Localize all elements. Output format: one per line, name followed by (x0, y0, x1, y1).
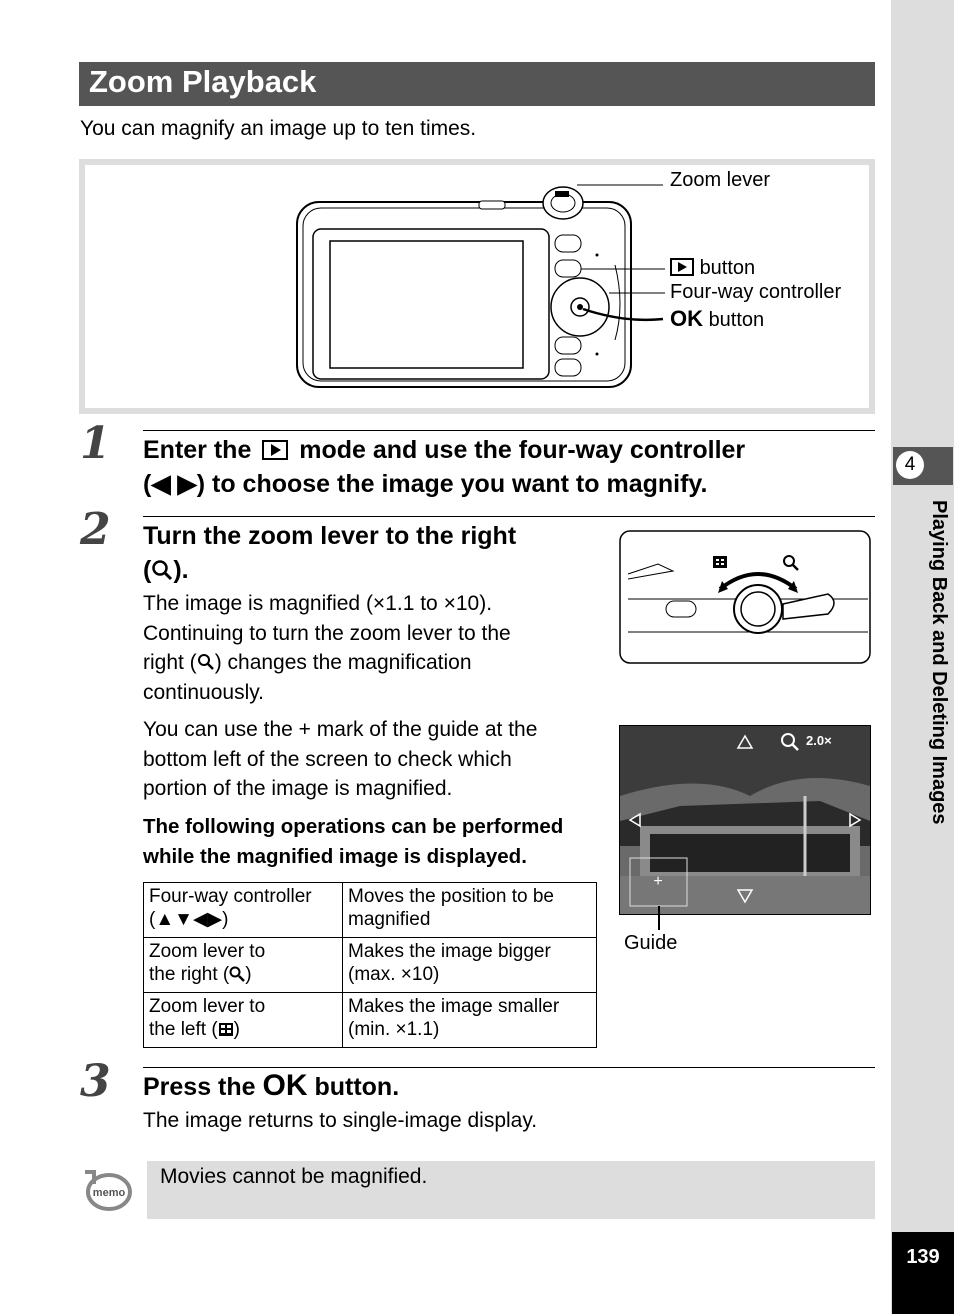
thumbnail-icon (713, 556, 727, 568)
step3-heading: Press the OK button. (143, 1069, 400, 1102)
step-number-3: 3 (80, 1056, 111, 1107)
magnify-icon (197, 653, 215, 671)
playback-icon (670, 258, 694, 276)
intro-text: You can magnify an image up to ten times. (80, 117, 477, 140)
svg-text:+: + (653, 873, 663, 890)
step2-rule (143, 516, 875, 517)
step2-paragraph-2: You can use the + mark of the guide at the bottom left of the screen to check which portion of the image is magnified. (143, 718, 538, 800)
guide-label: Guide (624, 932, 678, 954)
four-way-callout: Four-way controller (670, 281, 842, 303)
section-title-bar (79, 62, 875, 106)
play-button-callout: button (670, 257, 755, 280)
magnify-icon (229, 966, 245, 982)
table-row: Zoom lever to the left ( ) Makes the image smaller (min. ×1.1) (144, 993, 597, 1048)
magnified-photo (620, 726, 870, 914)
zoom-readout: 2.0× (806, 733, 832, 748)
step2-paragraph-1: The image is magnified (×1.1 to ×10). Continuing to turn the zoom lever to the right ( ) changes the magnification continuously. (143, 592, 511, 704)
ok-button-callout: OK button (670, 306, 765, 331)
memo-icon (80, 1166, 132, 1212)
step3-rule (143, 1067, 875, 1068)
page-number: 139 (906, 1246, 940, 1268)
zoom-lever-illustration (618, 529, 872, 666)
step2-operations-note: The following operations can be performed while the magnified image is displayed. (143, 815, 564, 868)
memo-box (147, 1161, 875, 1219)
memo-text: Movies cannot be magnified. (160, 1165, 428, 1188)
step1-rule (143, 430, 875, 431)
page-title: Zoom Playback (89, 64, 317, 99)
ok-icon: OK (670, 306, 703, 331)
step-number-2: 2 (80, 504, 111, 555)
svg-text:memo: memo (92, 1187, 126, 1199)
ok-icon: OK (262, 1069, 308, 1102)
magnified-screen-figure (619, 725, 871, 915)
table-row: Zoom lever to the right ( ) Makes the image bigger (max. ×10) (144, 938, 597, 993)
thumbnail-icon (218, 1022, 234, 1037)
playback-icon (262, 440, 288, 460)
step2-heading: Turn the zoom lever to the right ( ). (143, 522, 517, 584)
guide-leader-line (658, 906, 660, 930)
table-row: Four-way controller (▲▼◀▶) Moves the position to be magnified (144, 883, 597, 938)
step1-heading: Enter the mode and use the four-way controller (◀ ▶) to choose the image you want to magnify. (143, 436, 746, 498)
chapter-number: 4 (896, 451, 924, 479)
operations-table (143, 882, 597, 1048)
chapter-tab (893, 447, 953, 485)
step3-body: The image returns to single-image display. (143, 1109, 538, 1132)
magnify-icon (151, 559, 173, 581)
zoom-lever-callout: Zoom lever (670, 169, 771, 191)
page-number-box (892, 1232, 954, 1314)
chapter-label: Playing Back and Deleting Images (928, 500, 950, 825)
step-number-1: 1 (80, 418, 111, 469)
